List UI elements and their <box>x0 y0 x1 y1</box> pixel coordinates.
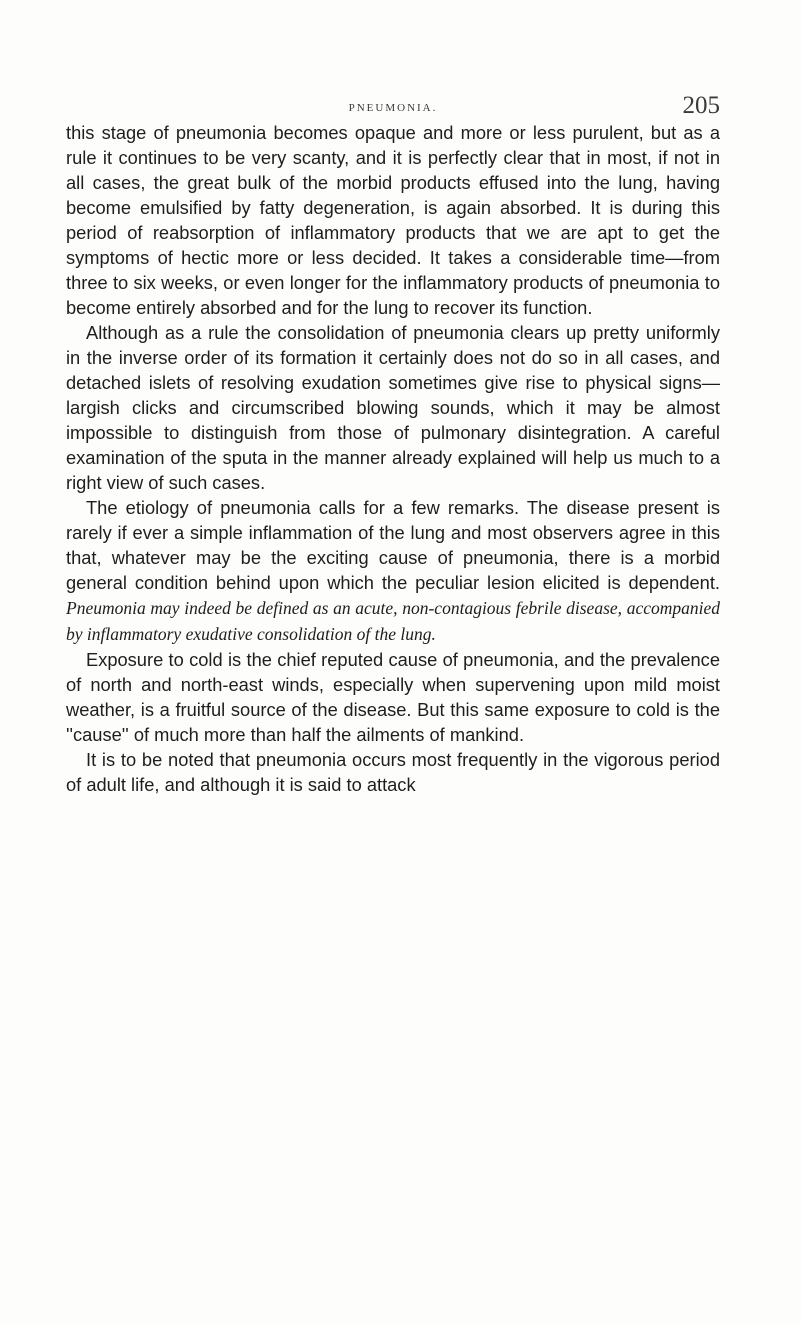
running-head-title: PNEUMONIA. <box>348 102 438 114</box>
paragraph-consolidation: Although as a rule the consolidation of pneumonia clears up pretty uniformly in the inverse order of its formation it certainly does not do so in all cases, and detached islets of resolving exudation sometimes give rise to physical signs—largish clicks and circumscribed blowing sounds, which it may be almost impossible to distinguish from those of pulmonary disintegration. A careful examination of the sputa in the manner already explained will help us much to a right view of such cases. <box>66 322 720 493</box>
paragraph-etiology <box>66 495 720 647</box>
paragraph-adult-life: It is to be noted that pneumonia occurs most frequently in the vigorous period of adult life, and although it is said to attack <box>66 749 720 795</box>
paragraph-continuation: this stage of pneumonia becomes opaque and more or less purulent, but as a rule it continues to be very scanty, and it is perfectly clear that in most, if not in all cases, the great bulk of the morbid products effused into the lung, having become emulsified by fatty degeneration, is again absorbed. It is during this period of reabsorption of inflammatory products that we are apt to get the symptoms of hectic more or less decided. It takes a considerable time—from three to six weeks, or even longer for the inflammatory products of pneumonia to become entirely absorbed and for the lung to recover its function. <box>66 122 720 318</box>
page-number: 205 <box>682 92 720 119</box>
etiology-text: The etiology of pneumonia calls for a few remarks. The disease present is rarely if ever a simple inflammation of the lung and most observers agree in this that, whatever may be the exciting cause of pneumonia, there is a morbid general condition behind upon which the peculiar lesion elicited is dependent. <box>66 497 720 593</box>
running-head <box>66 92 720 122</box>
paragraph-exposure: Exposure to cold is the chief reputed cause of pneumonia, and the prevalence of north and north-east winds, especially when supervening upon mild moist weather, is a fruitful source of the disease. But this same exposure to cold is the ''cause'' of much more than half the ailments of mankind. <box>66 649 720 745</box>
body-text <box>66 120 720 797</box>
pneumonia-definition: Pneumonia may indeed be defined as an acute, non-contagious febrile disease, accompanied by inflammatory exudative consolidation of the lung. <box>66 598 720 644</box>
